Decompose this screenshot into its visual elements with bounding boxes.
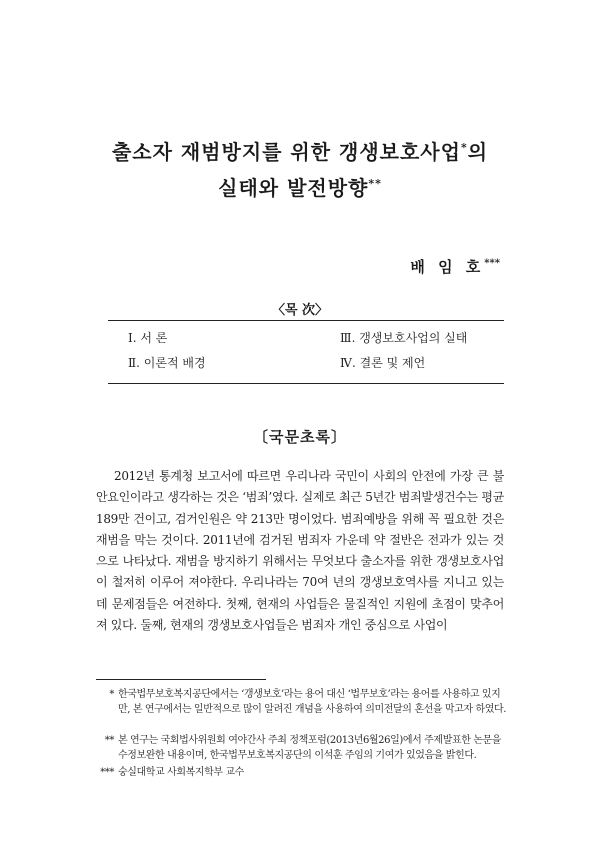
- title-line-1: [0, 132, 600, 168]
- footnote-3-text: 숭실대학교 사회복지학부 교수: [118, 767, 244, 778]
- table-of-contents: [108, 320, 504, 384]
- abstract-body: [96, 466, 504, 636]
- toc-item-4: Ⅳ. 결론 및 제언: [340, 356, 426, 370]
- author-footnote-mark: ***: [484, 258, 500, 269]
- title-line-1-suffix: 의: [467, 140, 489, 164]
- footnote-3-mark: ***: [100, 767, 114, 778]
- title-footnote-mark-2: **: [368, 177, 382, 190]
- paper-title: [0, 132, 600, 204]
- title-line-2: [0, 168, 600, 204]
- footnote-2-text: 본 연구는 국회법사위원회 여야간사 주최 정책포럼(2013년6월26일)에서 주제발표한 논문을 수정보완한 내용이며, 한국법무보호복지공단의 이석훈 주임의 기여가 있었음을 밝힌다.: [118, 735, 502, 761]
- footnote-1-mark: *: [109, 689, 114, 700]
- abstract-paragraph: 2012년 통계청 보고서에 따르면 우리나라 국민이 사회의 안전에 가장 큰 불안요인이라고 생각하는 것은 ‘범죄’였다. 실제로 최근 5년간 범죄발생건수는 평균 189만 건이고, 검거인원은 약 213만 명이었다. 범죄예방을 위해 꼭 필요한 것은 재범을 막는 것이다. 2011년에 검거된 범죄자 가운데 약 절반은 전과가 있는 것으로 나타났다. 재범을 방지하기 위해서는 무엇보다 출소자를 위한 갱생보호사업이 철저히 이루어 져야한다. 우리나라는 70여 년의 갱생보호역사를 지니고 있는데 문제점들은 여전하다. 첫째, 현재의 사업들은 물질적인 지원에 초점이 맞추어져 있다. 둘째, 현재의 갱생보호사업들은 범죄자 개인 중심으로 사업이: [96, 469, 504, 633]
- footnote-1-text: 한국법무보호복지공단에서는 ‘갱생보호’라는 용어 대신 ‘법무보호’라는 용어를 사용하고 있지만, 본 연구에서는 일반적으로 많이 알려진 개념을 사용하여 의미전달의 혼선을 막고자 하였다.: [118, 689, 507, 715]
- title-line-1-text: 출소자 재범방지를 위한 갱생보호사업: [111, 140, 461, 164]
- footnote-2-mark: **: [104, 735, 114, 746]
- footnote-3: [96, 765, 506, 780]
- footnote-1: [96, 687, 506, 717]
- toc-item-2: Ⅱ. 이론적 배경: [128, 356, 206, 370]
- title-footnote-mark-1: *: [460, 141, 468, 154]
- author-name: 배 임 호: [410, 258, 485, 276]
- toc-item-1: Ⅰ. 서 론: [128, 331, 168, 345]
- abstract-title: 〔국문초록〕: [253, 428, 347, 446]
- title-line-2-text: 실태와 발전방향: [218, 176, 369, 200]
- footnote-divider: [96, 679, 266, 680]
- author: [410, 256, 500, 277]
- footnote-2: [96, 733, 506, 763]
- toc-item-3: Ⅲ. 갱생보호사업의 실태: [340, 331, 468, 345]
- toc-title: 〈목 次〉: [271, 303, 329, 318]
